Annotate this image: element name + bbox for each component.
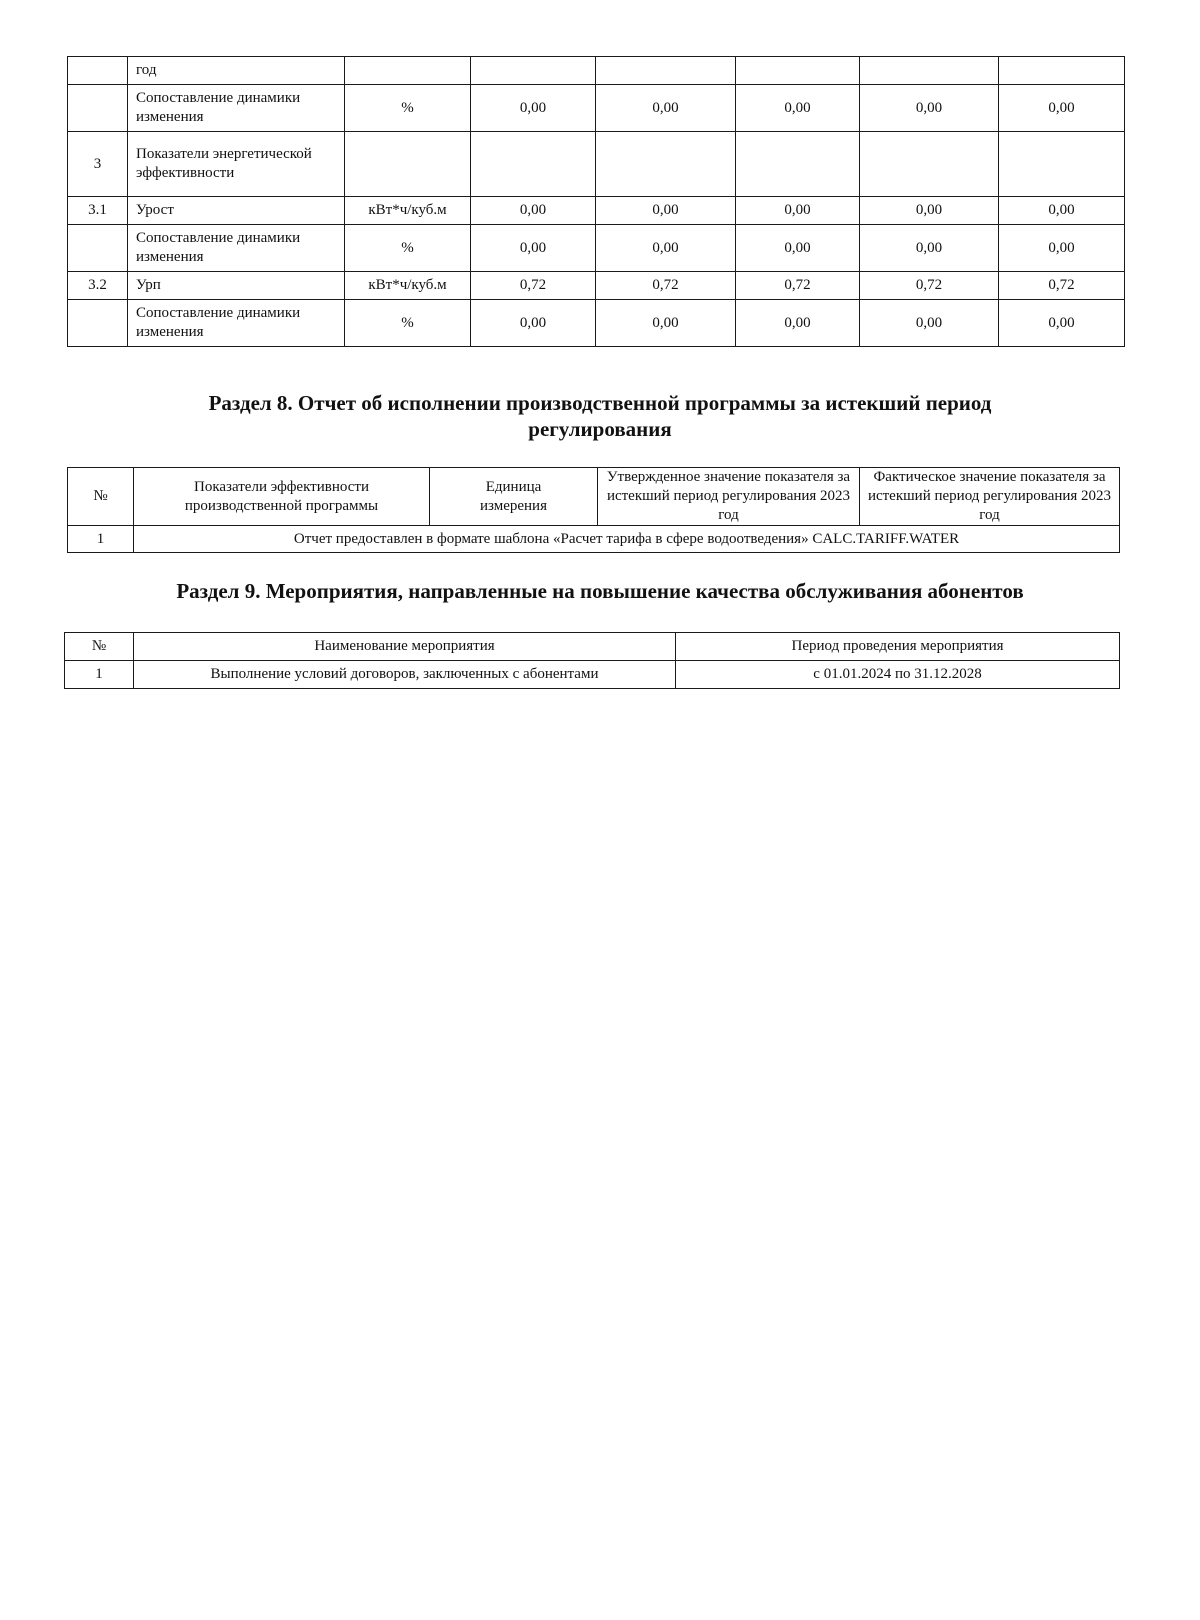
- report-note: Отчет предоставлен в формате шаблона «Расчет тарифа в сфере водоотведения» CALC.TARIFF.WATER: [134, 526, 1120, 553]
- value-cell: [999, 132, 1125, 197]
- service-measures-table: [64, 632, 1120, 689]
- row-number: 1: [65, 661, 134, 689]
- table-row: [68, 197, 1125, 225]
- row-number: [68, 300, 128, 347]
- value-cell: 0,00: [860, 225, 999, 272]
- value-cell: [736, 57, 860, 85]
- value-cell: 0,00: [999, 197, 1125, 225]
- column-header-indicators: Показатели эффективности производственной программы: [134, 468, 430, 526]
- value-cell: [471, 57, 596, 85]
- program-report-table: [67, 467, 1120, 553]
- indicator-name: Сопоставление динамики изменения: [128, 85, 345, 132]
- table-row: [68, 272, 1125, 300]
- value-cell: 0,00: [596, 85, 736, 132]
- unit-cell: %: [345, 225, 471, 272]
- value-cell: 0,00: [596, 300, 736, 347]
- value-cell: 0,00: [736, 85, 860, 132]
- value-cell: 0,72: [471, 272, 596, 300]
- row-number: [68, 57, 128, 85]
- column-header-measure-name: Наименование мероприятия: [134, 633, 676, 661]
- value-cell: [860, 57, 999, 85]
- value-cell: [596, 132, 736, 197]
- row-number: 1: [68, 526, 134, 553]
- value-cell: [596, 57, 736, 85]
- table-row: [68, 526, 1120, 553]
- value-cell: 0,00: [736, 225, 860, 272]
- column-header-unit: Единица измерения: [430, 468, 598, 526]
- unit-cell: [345, 132, 471, 197]
- table-row: [68, 225, 1125, 272]
- section-8-title: Раздел 8. Отчет об исполнении производственной программы за истекший период регулирования: [208, 391, 992, 441]
- indicator-name: Урост: [128, 197, 345, 225]
- table-row: [68, 85, 1125, 132]
- value-cell: 0,00: [860, 300, 999, 347]
- indicator-name: год: [128, 57, 345, 85]
- indicators-table: [67, 56, 1125, 347]
- column-header-number: №: [65, 633, 134, 661]
- table-row: [65, 661, 1120, 689]
- indicator-name: Сопоставление динамики изменения: [128, 225, 345, 272]
- value-cell: 0,72: [999, 272, 1125, 300]
- value-cell: 0,00: [471, 300, 596, 347]
- value-cell: 0,00: [860, 85, 999, 132]
- column-header-number: №: [68, 468, 134, 526]
- indicator-name: Сопоставление динамики изменения: [128, 300, 345, 347]
- row-number: [68, 225, 128, 272]
- value-cell: 0,00: [860, 197, 999, 225]
- table-header-row: [65, 633, 1120, 661]
- indicator-name: Показатели энергетической эффективности: [128, 132, 345, 197]
- value-cell: 0,00: [596, 197, 736, 225]
- value-cell: 0,72: [860, 272, 999, 300]
- column-header-actual: Фактическое значение показателя за истекший период регулирования 2023 год: [860, 468, 1120, 526]
- row-number: 3.2: [68, 272, 128, 300]
- section-9-title: Раздел 9. Мероприятия, направленные на повышение качества обслуживания абонентов: [176, 579, 1024, 603]
- table-row: [68, 57, 1125, 85]
- value-cell: 0,72: [736, 272, 860, 300]
- unit-cell: [345, 57, 471, 85]
- value-cell: 0,00: [471, 197, 596, 225]
- value-cell: 0,00: [471, 225, 596, 272]
- unit-cell: %: [345, 300, 471, 347]
- unit-cell: кВт*ч/куб.м: [345, 197, 471, 225]
- value-cell: 0,00: [596, 225, 736, 272]
- value-cell: 0,00: [999, 85, 1125, 132]
- unit-cell: кВт*ч/куб.м: [345, 272, 471, 300]
- value-cell: 0,00: [999, 225, 1125, 272]
- value-cell: 0,00: [999, 300, 1125, 347]
- value-cell: [471, 132, 596, 197]
- unit-cell: %: [345, 85, 471, 132]
- value-cell: [999, 57, 1125, 85]
- row-number: [68, 85, 128, 132]
- value-cell: 0,00: [736, 300, 860, 347]
- measure-period: с 01.01.2024 по 31.12.2028: [676, 661, 1120, 689]
- row-number: 3.1: [68, 197, 128, 225]
- table-row: [68, 300, 1125, 347]
- value-cell: 0,00: [736, 197, 860, 225]
- table-header-row: [68, 468, 1120, 526]
- column-header-period: Период проведения мероприятия: [676, 633, 1120, 661]
- value-cell: [736, 132, 860, 197]
- value-cell: [860, 132, 999, 197]
- value-cell: 0,00: [471, 85, 596, 132]
- row-number: 3: [68, 132, 128, 197]
- indicator-name: Урп: [128, 272, 345, 300]
- table-row: [68, 132, 1125, 197]
- column-header-approved: Утвержденное значение показателя за истекший период регулирования 2023 год: [598, 468, 860, 526]
- measure-name: Выполнение условий договоров, заключенных с абонентами: [134, 661, 676, 689]
- value-cell: 0,72: [596, 272, 736, 300]
